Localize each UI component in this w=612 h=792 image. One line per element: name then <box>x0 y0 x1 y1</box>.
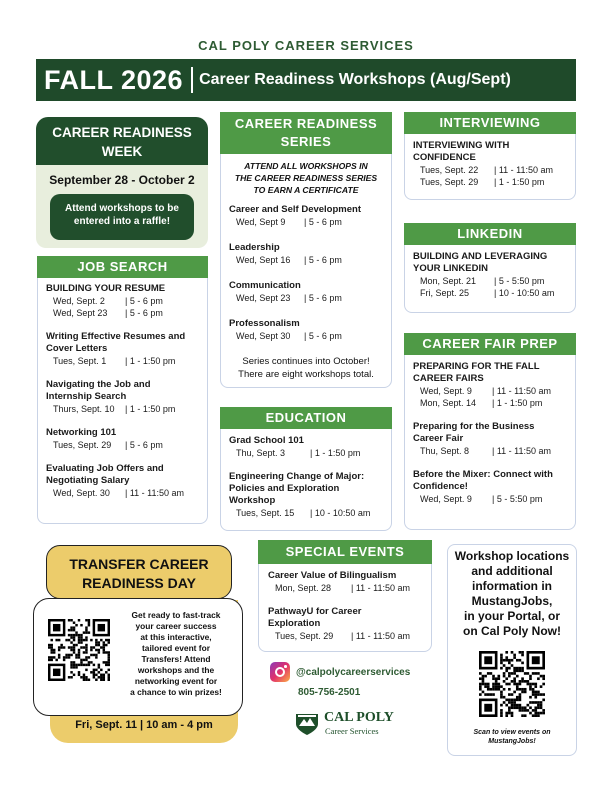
session-time: | 5 - 6 pm <box>125 296 163 306</box>
session-row <box>413 287 573 299</box>
session-time: | 10 - 10:50 am <box>310 508 371 518</box>
interviewing-list <box>413 140 573 188</box>
session-date: Tues, Sept. 29 <box>275 631 334 641</box>
series-note-line3: TO EARN A CERTIFICATE <box>253 185 359 195</box>
session-row <box>229 507 389 519</box>
education-list <box>229 435 389 531</box>
crw-title-line2: WEEK <box>101 144 143 159</box>
workshop-item <box>46 331 206 367</box>
session-date: Wed, Sept. 9 <box>420 386 472 396</box>
session-date: Tues, Sept. 29 <box>53 440 112 450</box>
cal-poly-logo-icon <box>294 710 320 736</box>
series-note-line1: ATTEND ALL WORKSHOPS IN <box>244 161 368 171</box>
locations-text-line: MustangJobs, <box>471 594 553 608</box>
workshop-title: Communication <box>229 280 301 291</box>
session-row <box>46 487 206 499</box>
session-time: | 1 - 1:50 pm <box>125 404 176 414</box>
session-date: Mon, Sept. 28 <box>275 583 332 593</box>
banner-subtitle: Career Readiness Workshops (Aug/Sept) <box>199 71 511 88</box>
series-title-line2: SERIES <box>280 134 332 149</box>
workshop-title: Networking 101 <box>46 427 117 438</box>
session-date: Mon, Sept. 21 <box>420 276 477 286</box>
session-row <box>46 307 206 319</box>
workshop-item <box>413 421 573 457</box>
session-time: | 11 - 11:50 am <box>494 165 554 175</box>
cal-poly-wordmark: CAL POLY <box>324 710 394 725</box>
session-date: Tues, Sept. 22 <box>420 165 479 175</box>
session-time: | 5 - 5:50 pm <box>494 276 545 286</box>
cal-poly-subtitle: Career Services <box>325 726 379 736</box>
session-time: | 5 - 6 pm <box>304 255 342 265</box>
session-row <box>46 439 206 451</box>
instagram-handle[interactable]: @calpolycareerservices <box>296 667 411 678</box>
workshop-item <box>268 606 428 642</box>
divider <box>191 67 193 93</box>
workshop-title: BUILDING YOUR RESUME <box>46 283 166 294</box>
raffle-line2: entered into a raffle! <box>73 216 171 227</box>
locations-text-line: information in <box>472 579 552 593</box>
transfer-text-line: Get ready to fast-track <box>131 610 221 620</box>
linkedin-list <box>413 251 573 299</box>
transfer-qr-code[interactable] <box>48 619 110 681</box>
special-events-header: SPECIAL EVENTS <box>258 540 432 564</box>
session-time: | 5 - 6 pm <box>125 440 163 450</box>
session-date: Wed, Sept 16 <box>236 255 291 265</box>
workshop-title: Professonalism <box>229 318 300 329</box>
linkedin-header: LINKEDIN <box>404 223 576 245</box>
transfer-date: Fri, Sept. 11 | 10 am - 4 pm <box>75 719 213 731</box>
session-time: | 11 - 11:50 am <box>351 631 411 641</box>
workshop-title: INTERVIEWING WITH <box>413 140 510 151</box>
session-row <box>268 582 428 594</box>
workshop-title: Career Value of Bilingualism <box>268 570 397 581</box>
workshop-item <box>268 570 428 594</box>
locations-text <box>450 549 574 639</box>
session-date: Thu, Sept. 8 <box>420 446 470 456</box>
workshop-title: Policies and Exploration <box>229 483 340 494</box>
session-time: | 11 - 11:50 am <box>492 386 552 396</box>
workshop-item <box>413 469 573 505</box>
session-row <box>413 164 573 176</box>
series-list <box>229 204 389 356</box>
transfer-text-line: a chance to win prizes! <box>130 687 222 697</box>
session-row <box>413 385 573 397</box>
session-time: | 11 - 11:50 am <box>125 488 185 498</box>
workshop-item <box>229 471 389 519</box>
locations-text-line: Workshop locations <box>454 549 570 563</box>
session-date: Thurs, Sept. 10 <box>53 404 115 414</box>
series-footer-line1: Series continues into October! <box>242 356 370 367</box>
workshop-title: Grad School 101 <box>229 435 304 446</box>
crw-dates: September 28 - October 2 <box>49 173 195 187</box>
title-banner <box>36 59 576 101</box>
session-row <box>413 397 573 409</box>
workshop-title: Confidence! <box>413 481 468 492</box>
session-date: Wed, Sept. 9 <box>420 494 472 504</box>
transfer-text-line: workshops and the <box>137 665 215 675</box>
workshop-title: Workshop <box>229 495 276 506</box>
workshop-title: BUILDING AND LEVERAGING <box>413 251 548 262</box>
session-time: | 11 - 11:50 am <box>351 583 411 593</box>
workshop-title: Career Fair <box>413 433 464 444</box>
session-time: | 1 - 1:50 pm <box>310 448 361 458</box>
session-time: | 5 - 5:50 pm <box>492 494 543 504</box>
workshop-title: YOUR LINKEDIN <box>413 263 488 274</box>
workshop-item <box>413 251 573 299</box>
workshop-title: CAREER FAIRS <box>413 373 484 384</box>
session-time: | 11 - 11:50 am <box>492 446 552 456</box>
workshop-item <box>46 427 206 451</box>
session-time: | 1 - 1:50 pm <box>494 177 545 187</box>
session-row <box>229 292 389 304</box>
transfer-text-line: networking event for <box>134 676 218 686</box>
session-row <box>46 403 206 415</box>
session-date: Tues, Sept. 15 <box>236 508 295 518</box>
transfer-header <box>46 545 232 599</box>
career-fair-header: CAREER FAIR PREP <box>404 333 576 355</box>
session-row <box>229 254 389 266</box>
career-readiness-week-header <box>36 117 208 165</box>
session-time: | 5 - 6 pm <box>304 217 342 227</box>
workshop-title: Evaluating Job Offers and <box>46 463 164 474</box>
session-date: Mon, Sept. 14 <box>420 398 477 408</box>
series-title-line1: CAREER READINESS <box>234 116 378 131</box>
career-readiness-week-body <box>36 165 208 248</box>
session-row <box>413 493 573 505</box>
workshop-item <box>229 204 389 228</box>
session-row <box>413 176 573 188</box>
workshop-item <box>229 435 389 459</box>
crw-title-line1: CAREER READINESS <box>52 125 192 140</box>
mustangjobs-qr-code[interactable] <box>479 651 545 717</box>
transfer-title-line2: READINESS DAY <box>82 575 196 591</box>
workshop-title: Writing Effective Resumes and <box>46 331 186 342</box>
locations-text-line: on Cal Poly Now! <box>462 624 561 638</box>
locations-caption <box>450 728 574 746</box>
workshop-title: PREPARING FOR THE FALL <box>413 361 540 372</box>
workshop-title: PathwayU for Career <box>268 606 362 617</box>
series-note <box>222 160 390 196</box>
term-title: FALL 2026 <box>44 64 184 95</box>
workshop-title: Leadership <box>229 242 280 253</box>
session-date: Wed, Sept 23 <box>53 308 108 318</box>
workshop-title: Career and Self Development <box>229 204 361 215</box>
transfer-text-line: tailored event for <box>142 643 210 653</box>
session-time: | 5 - 6 pm <box>304 331 342 341</box>
session-time: | 5 - 6 pm <box>304 293 342 303</box>
session-row <box>268 630 428 642</box>
workshop-item <box>46 283 206 319</box>
workshop-title: Preparing for the Business <box>413 421 535 432</box>
session-row <box>229 330 389 342</box>
workshop-item <box>413 140 573 188</box>
caption-line2: MustangJobs! <box>488 738 536 745</box>
career-fair-list <box>413 361 573 517</box>
workshop-title: Before the Mixer: Connect with <box>413 469 553 480</box>
transfer-title-line1: TRANSFER CAREER <box>69 556 209 572</box>
session-row <box>413 445 573 457</box>
workshop-item <box>46 379 206 415</box>
interviewing-header: INTERVIEWING <box>404 112 576 134</box>
locations-text-line: and additional <box>471 564 553 578</box>
session-date: Tues, Sept. 1 <box>53 356 107 366</box>
session-date: Tues, Sept. 29 <box>420 177 479 187</box>
workshop-item <box>46 463 206 499</box>
raffle-line1: Attend workshops to be <box>65 203 179 214</box>
session-row <box>229 216 389 228</box>
workshop-item <box>413 361 573 409</box>
job-search-list <box>46 283 206 511</box>
workshop-title: Navigating the Job and <box>46 379 151 390</box>
session-time: | 1 - 1:50 pm <box>125 356 176 366</box>
transfer-text-line: your career success <box>135 621 217 631</box>
session-time: | 1 - 1:50 pm <box>492 398 543 408</box>
session-date: Wed, Sept. 2 <box>53 296 105 306</box>
session-date: Wed, Sept 23 <box>236 293 291 303</box>
session-time: | 5 - 6 pm <box>125 308 163 318</box>
phone-number: 805-756-2501 <box>298 687 361 698</box>
series-footer-line2: There are eight workshops total. <box>238 369 374 380</box>
series-note-line2: THE CAREER READINESS SERIES <box>234 173 378 183</box>
workshop-title: Engineering Change of Major: <box>229 471 365 482</box>
workshop-title: Cover Letters <box>46 343 108 354</box>
session-row <box>413 275 573 287</box>
workshop-item <box>229 318 389 342</box>
locations-text-line: in your Portal, or <box>463 609 560 623</box>
workshop-item <box>229 280 389 304</box>
instagram-icon[interactable] <box>270 662 290 682</box>
org-name: CAL POLY CAREER SERVICES <box>198 38 414 53</box>
session-row <box>46 295 206 307</box>
session-date: Fri, Sept. 25 <box>420 288 470 298</box>
transfer-description <box>116 610 236 698</box>
series-header <box>220 112 392 154</box>
workshop-title: Exploration <box>268 618 321 629</box>
workshop-item <box>229 242 389 266</box>
job-search-header: JOB SEARCH <box>37 256 208 278</box>
education-header: EDUCATION <box>220 407 392 429</box>
session-time: | 10 - 10:50 am <box>494 288 555 298</box>
session-row <box>229 447 389 459</box>
workshop-title: Internship Search <box>46 391 127 402</box>
crw-raffle-note <box>50 194 194 240</box>
session-date: Wed, Sept 30 <box>236 331 291 341</box>
session-row <box>46 355 206 367</box>
workshop-title: CONFIDENCE <box>413 152 476 163</box>
series-footer <box>222 355 390 381</box>
transfer-text-line: at this interactive, <box>140 632 212 642</box>
transfer-text-line: Transfers! Attend <box>141 654 211 664</box>
special-events-list <box>268 570 428 654</box>
workshop-title: Negotiating Salary <box>46 475 130 486</box>
session-date: Wed, Sept. 30 <box>53 488 110 498</box>
session-date: Wed, Sept 9 <box>236 217 286 227</box>
session-date: Thu, Sept. 3 <box>236 448 286 458</box>
caption-line1: Scan to view events on <box>473 729 551 736</box>
